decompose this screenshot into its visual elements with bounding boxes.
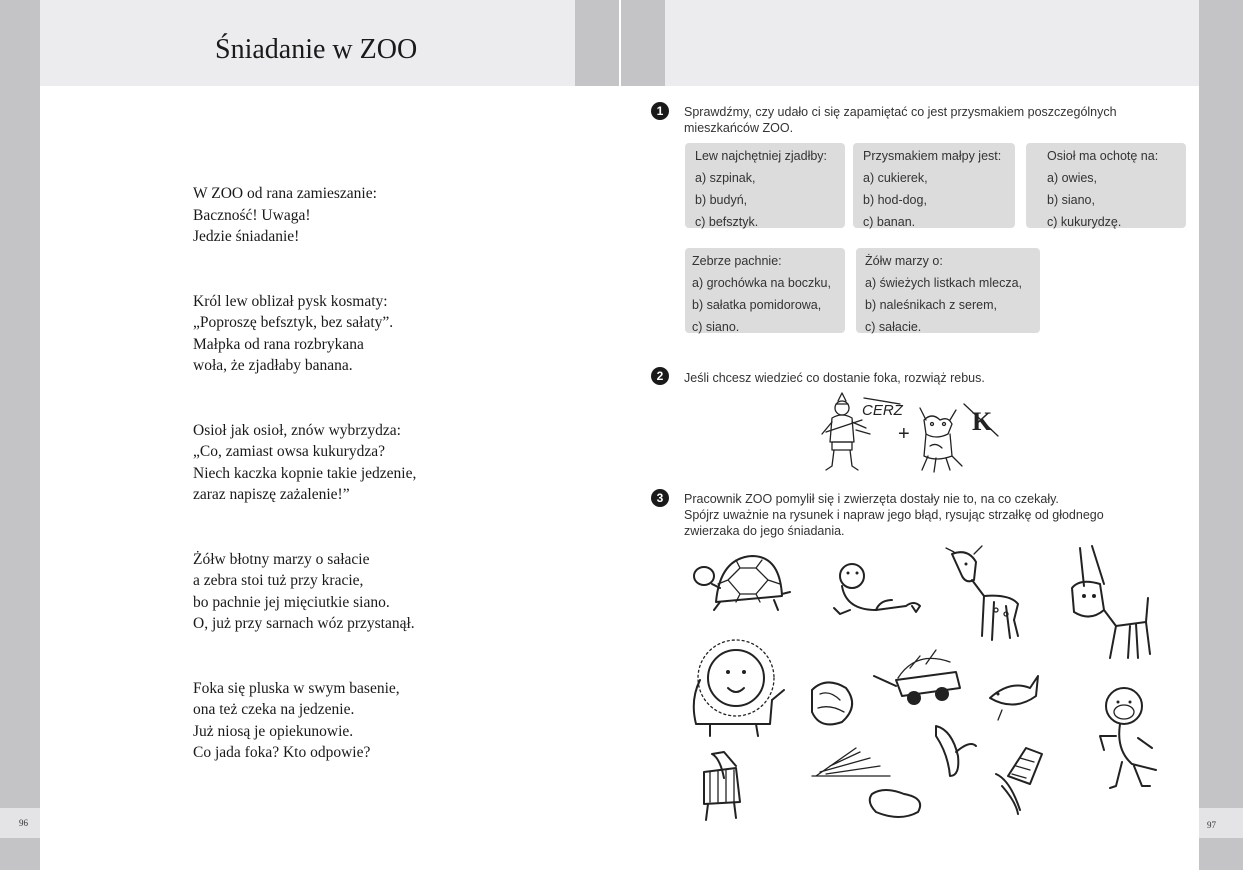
poem-stanza	[193, 420, 493, 506]
question-text: Lew najchętniej zjadłby:	[695, 149, 828, 163]
question-text: Osioł ma ochotę na:	[1047, 149, 1159, 163]
poem-line: Osioł jak osioł, znów wybrzydza:	[193, 421, 401, 439]
fish-drawing[interactable]	[990, 676, 1038, 720]
poem-line: O, już przy sarnach wóz przystanął.	[193, 615, 415, 632]
animals-and-food-drawings	[680, 540, 1180, 830]
question-box-monkey	[853, 143, 1015, 228]
poem-stanza	[193, 291, 493, 377]
banana-drawing[interactable]	[936, 726, 976, 776]
answer-option[interactable]: b) naleśnikach z serem,	[865, 298, 998, 312]
poem-line: Już niosą je opiekunowie.	[193, 722, 354, 740]
answer-option[interactable]: c) sałacie.	[865, 320, 922, 334]
poem-line: Żółw błotny marzy o sałacie	[193, 550, 370, 568]
task1-instruction-line: Sprawdźmy, czy udało ci się zapamiętać co jest przysmakiem poszczególnych	[684, 105, 1117, 119]
poem-line: Foka się pluska w swym basenie,	[193, 679, 400, 697]
task1-instruction	[684, 104, 1117, 136]
task3-instruction-line: Spójrz uważnie na rysunek i napraw jego błąd, rysując strzałkę od głodnego	[684, 508, 1104, 522]
question-text: Żółw marzy o:	[865, 254, 943, 268]
task3-number-bullet: 3	[651, 489, 669, 507]
rebus-letter: K	[972, 407, 993, 436]
answer-option[interactable]: c) kukurydzę.	[1047, 215, 1122, 229]
spine-left-block	[575, 0, 619, 86]
task3-instruction	[684, 491, 1104, 539]
right-page-edge-light	[1199, 808, 1243, 838]
rebus-plus: +	[898, 423, 910, 445]
poem-line: Baczność! Uwaga!	[193, 206, 311, 224]
spine-right-block	[621, 0, 665, 86]
hay-cart-drawing[interactable]	[874, 650, 960, 705]
right-header-band	[665, 0, 1199, 86]
poem-line: Niech kaczka kopnie takie jedzenie,	[193, 464, 417, 482]
poem-line: Jedzie śniadanie!	[193, 228, 300, 245]
task3-instruction-line: Pracownik ZOO pomylił się i zwierzęta dostały nie to, na co czekały.	[684, 492, 1059, 506]
grass-drawing[interactable]	[812, 748, 890, 776]
rebus	[812, 390, 1002, 478]
poem-line: ona też czeka na jedzenie.	[193, 701, 355, 718]
question-text: Przysmakiem małpy jest:	[863, 149, 1002, 163]
cow-drawing	[920, 408, 962, 472]
answer-option[interactable]: a) świeżych listkach mlecza,	[865, 276, 1022, 290]
question-box-turtle	[856, 248, 1040, 333]
deer-drawing[interactable]	[946, 546, 1018, 640]
zebra-drawing[interactable]	[704, 752, 740, 820]
task2-instruction: Jeśli chcesz wiedzieć co dostanie foka, rozwiąż rebus.	[684, 371, 985, 385]
left-page-edge	[0, 0, 40, 870]
poem-line: „Co, zamiast owsa kukurydza?	[193, 443, 385, 460]
question-box-donkey	[1026, 143, 1186, 228]
donkey-drawing[interactable]	[1072, 546, 1150, 658]
answer-option[interactable]: c) banan.	[863, 215, 916, 229]
answer-option[interactable]: b) hod-dog,	[863, 193, 927, 207]
poem	[193, 183, 493, 807]
corn-drawing[interactable]	[996, 748, 1042, 814]
poem-line: Co jada foka? Kto odpowie?	[193, 744, 371, 761]
task1-instruction-line: mieszkańców ZOO.	[684, 121, 794, 135]
monkey-drawing[interactable]	[1100, 688, 1156, 788]
poem-stanza	[193, 549, 493, 635]
page-number-left: 96	[19, 818, 28, 828]
lion-drawing[interactable]	[694, 640, 784, 736]
task1-number-bullet: 1	[651, 102, 669, 120]
seal-drawing[interactable]	[834, 564, 920, 614]
rebus-syllable: CERZ	[862, 402, 903, 419]
poem-stanza	[193, 678, 493, 764]
poem-line: Król lew oblizał pysk kosmaty:	[193, 292, 388, 310]
food-bowl-drawing[interactable]	[870, 790, 920, 817]
page-title: Śniadanie w ZOO	[215, 34, 418, 65]
page-number-right: 97	[1207, 820, 1216, 830]
right-page-edge	[1199, 0, 1243, 870]
answer-option[interactable]: a) cukierek,	[863, 171, 928, 185]
poem-line: a zebra stoi tuż przy kracie,	[193, 572, 364, 589]
poem-line: W ZOO od rana zamieszanie:	[193, 185, 377, 202]
question-box-zebra	[685, 248, 845, 333]
task3-instruction-line: zwierzaka do jego śniadania.	[684, 524, 845, 538]
poem-line: woła, że zjadłaby banana.	[193, 357, 353, 374]
poem-line: Małpka od rana rozbrykana	[193, 335, 364, 353]
poem-line: „Poproszę befsztyk, bez sałaty”.	[193, 314, 394, 331]
answer-option[interactable]: b) budyń,	[695, 193, 748, 207]
poem-stanza	[193, 183, 493, 248]
answer-option[interactable]: c) befsztyk.	[695, 215, 759, 229]
answer-option[interactable]: a) grochówka na boczku,	[692, 276, 831, 290]
question-box-lion	[685, 143, 845, 228]
answer-option[interactable]: a) szpinak,	[695, 171, 756, 185]
answer-option[interactable]: a) owies,	[1047, 171, 1098, 185]
answer-option[interactable]: b) sałatka pomidorowa,	[692, 298, 822, 312]
poem-line: bo pachnie jej mięciutkie siano.	[193, 593, 390, 611]
question-text: Zebrze pachnie:	[692, 254, 782, 268]
turtle-drawing[interactable]	[694, 556, 790, 610]
answer-option[interactable]: c) siano.	[692, 320, 740, 334]
answer-option[interactable]: b) siano,	[1047, 193, 1095, 207]
poem-line: zaraz napiszę zażalenie!”	[193, 486, 350, 503]
task2-number-bullet: 2	[651, 367, 669, 385]
cabbage-drawing[interactable]	[812, 682, 852, 724]
